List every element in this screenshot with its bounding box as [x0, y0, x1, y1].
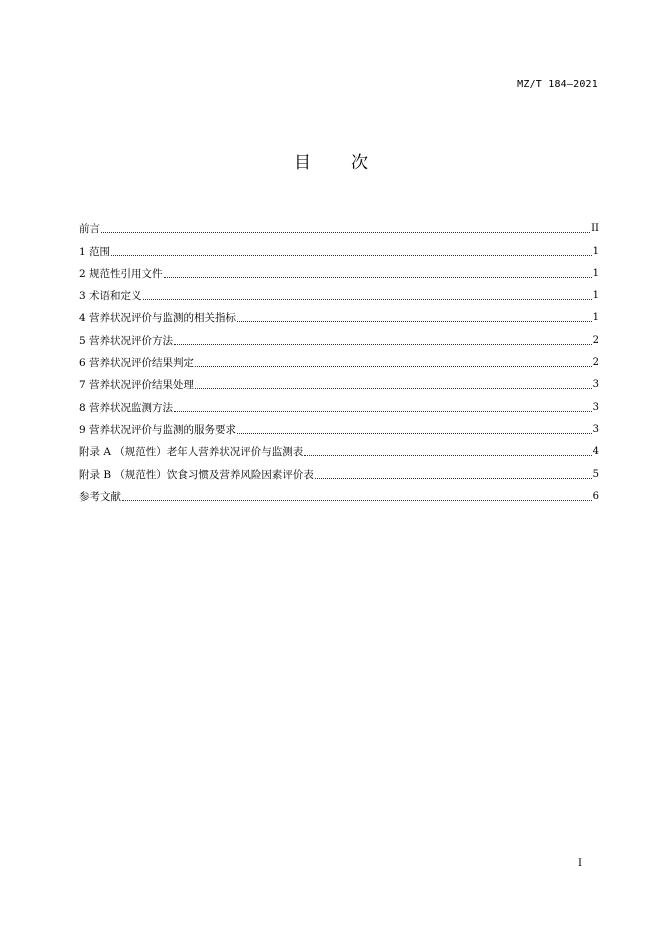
- toc-entry-label: 2 规范性引用文件: [79, 267, 163, 280]
- table-of-contents: [79, 214, 599, 504]
- toc-dot-leader: [111, 254, 592, 256]
- toc-entry[interactable]: [79, 370, 599, 392]
- toc-entry[interactable]: [79, 482, 599, 504]
- toc-entry-label: 3 术语和定义: [79, 290, 142, 303]
- toc-entry-label: 1 范围: [79, 245, 111, 258]
- toc-entry-page: 1: [592, 245, 599, 257]
- toc-entry-page: 3: [592, 423, 599, 435]
- toc-dot-leader: [174, 343, 592, 345]
- toc-entry-label: 参考文献: [79, 490, 121, 503]
- toc-entry[interactable]: [79, 348, 599, 370]
- toc-dot-leader: [195, 387, 592, 389]
- toc-entry[interactable]: [79, 437, 599, 459]
- toc-entry-page: 2: [592, 334, 599, 346]
- toc-entry-page: II: [591, 223, 599, 235]
- toc-entry-label: 附录 B （规范性）饮食习惯及营养风险因素评价表: [79, 468, 314, 481]
- page-title: 目次: [294, 153, 408, 173]
- toc-entry[interactable]: [79, 214, 599, 236]
- toc-dot-leader: [174, 410, 592, 412]
- toc-dot-leader: [122, 499, 592, 501]
- toc-entry-label: 8 营养状况监测方法: [79, 401, 174, 414]
- toc-entry[interactable]: [79, 259, 599, 281]
- toc-dot-leader: [237, 432, 592, 434]
- toc-entry[interactable]: [79, 281, 599, 303]
- toc-entry-page: 4: [592, 446, 599, 458]
- toc-entry-label: 5 营养状况评价方法: [79, 334, 174, 347]
- toc-entry-page: 3: [592, 401, 599, 413]
- toc-entry-label: 9 营养状况评价与监测的服务要求: [79, 423, 237, 436]
- toc-entry-label: 6 营养状况评价结果判定: [79, 357, 195, 370]
- toc-dot-leader: [195, 365, 592, 367]
- toc-dot-leader: [304, 454, 591, 456]
- toc-dot-leader: [164, 276, 592, 278]
- toc-entry[interactable]: [79, 415, 599, 437]
- toc-dot-leader: [237, 320, 592, 322]
- toc-entry-page: 1: [592, 290, 599, 302]
- toc-entry-label: 4 营养状况评价与监测的相关指标: [79, 312, 237, 325]
- standard-code: MZ/T 184—2021: [517, 79, 598, 90]
- toc-entry-label: 前言: [79, 223, 100, 236]
- toc-entry-page: 2: [592, 357, 599, 369]
- page-number: I: [578, 858, 582, 869]
- toc-entry-page: 3: [592, 379, 599, 391]
- toc-dot-leader: [143, 298, 592, 300]
- toc-entry[interactable]: [79, 236, 599, 258]
- toc-entry-page: 6: [592, 490, 599, 502]
- toc-entry-page: 1: [592, 267, 599, 279]
- toc-entry-label: 附录 A （规范性）老年人营养状况评价与监测表: [79, 446, 304, 459]
- toc-entry[interactable]: [79, 459, 599, 481]
- toc-dot-leader: [315, 477, 592, 479]
- toc-dot-leader: [101, 231, 590, 233]
- toc-entry[interactable]: [79, 325, 599, 347]
- toc-entry-page: 1: [592, 312, 599, 324]
- toc-entry-page: 5: [592, 468, 599, 480]
- toc-entry-label: 7 营养状况评价结果处理: [79, 379, 195, 392]
- toc-entry[interactable]: [79, 392, 599, 414]
- toc-entry[interactable]: [79, 303, 599, 325]
